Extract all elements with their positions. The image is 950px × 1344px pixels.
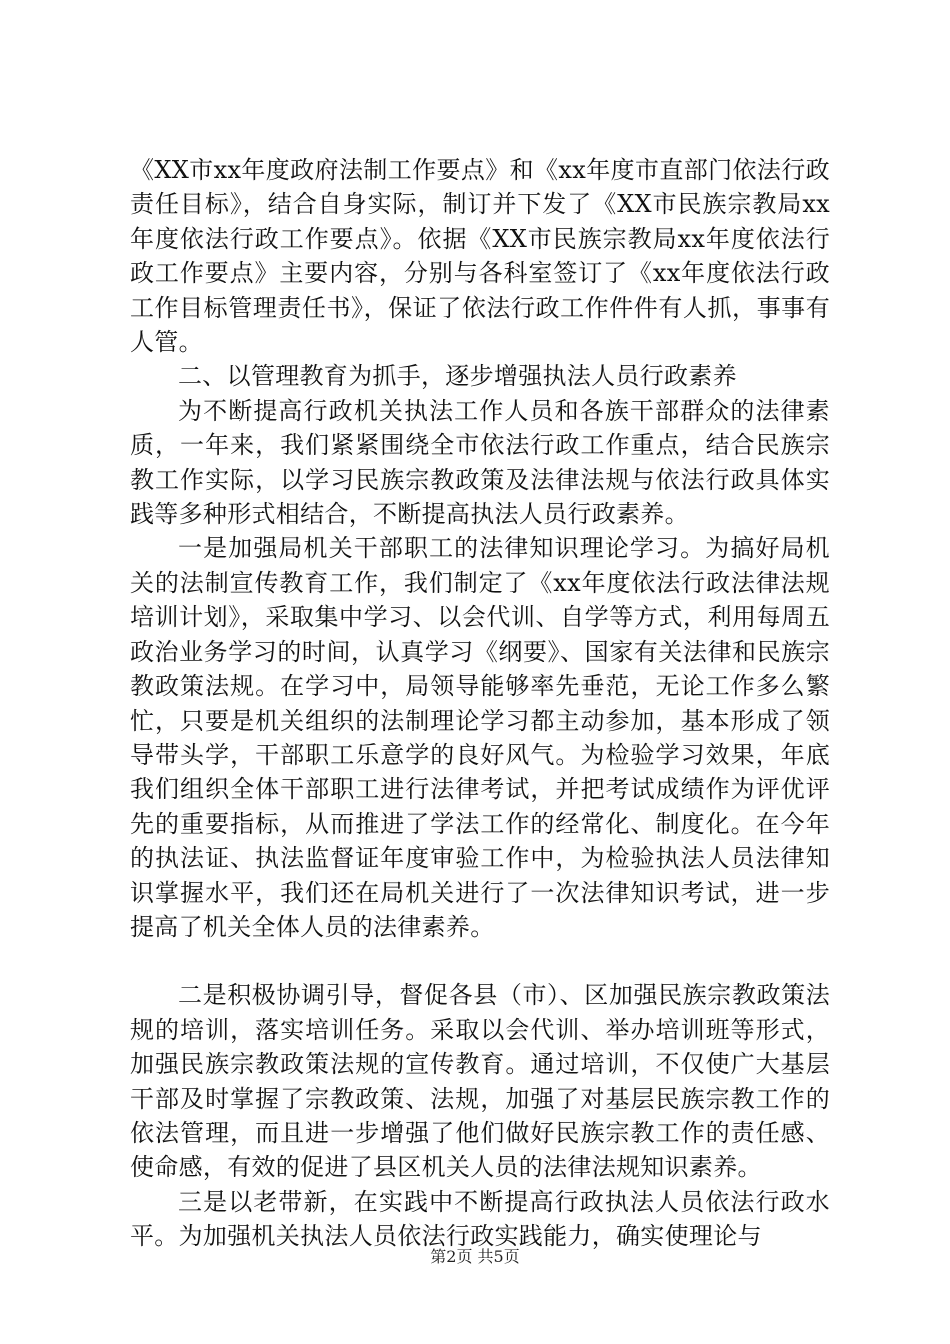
- paragraph-item-two: 二是积极协调引导，督促各县（市）、区加强民族宗教政策法规的培训，落实培训任务。采取以会代训、举办培训班等形式，加强民族宗教政策法规的宣传教育。通过培训，不仅使广大基层干部及时掌握了宗教政策、法规，加强了对基层民族宗教工作的依法管理，而且进一步增强了他们做好民族宗教工作的责任感、使命感，有效的促进了县区机关人员的法律法规知识素养。: [130, 981, 830, 1182]
- paragraph-item-three: 三是以老带新，在实践中不断提高行政执法人员依法行政水平。为加强机关执法人员依法行政实践能力，确实使理论与: [130, 1187, 830, 1251]
- document-body: [130, 153, 830, 1254]
- page-number: 第2页 共5页: [430, 1247, 520, 1266]
- section-heading: 二、以管理教育为抓手，逐步增强执法人员行政素养: [178, 362, 737, 391]
- paragraph-continuation: 《XX市xx年度政府法制工作要点》和《xx年度市直部门依法行政责任目标》，结合自身实际，制订并下发了《XX市民族宗教局xx年度依法行政工作要点》。依据《XX市民族宗教局xx年度依法行政工作要点》主要内容，分别与各科室签订了《xx年度依法行政工作目标管理责任书》，保证了依法行政工作件件有人抓，事事有人管。: [130, 156, 830, 357]
- paragraph-item-one: 一是加强局机关干部职工的法律知识理论学习。为搞好局机关的法制宣传教育工作，我们制定了《xx年度依法行政法律法规培训计划》，采取集中学习、以会代训、自学等方式，利用每周五政治业务学习的时间，认真学习《纲要》、国家有关法律和民族宗教政策法规。在学习中，局领导能够率先垂范，无论工作多么繁忙，只要是机关组织的法制理论学习都主动参加，基本形成了领导带头学，干部职工乐意学的良好风气。为检验学习效果，年底我们组织全体干部职工进行法律考试，并把考试成绩作为评优评先的重要指标，从而推进了学法工作的经常化、制度化。在今年的执法证、执法监督证年度审验工作中，为检验执法人员法律知识掌握水平，我们还在局机关进行了一次法律知识考试，进一步提高了机关全体人员的法律素养。: [130, 534, 830, 941]
- paragraph-intro: 为不断提高行政机关执法工作人员和各族干部群众的法律素质，一年来，我们紧紧围绕全市依法行政工作重点，结合民族宗教工作实际，以学习民族宗教政策及法律法规与依法行政具体实践等多种形式相结合，不断提高执法人员行政素养。: [130, 396, 830, 529]
